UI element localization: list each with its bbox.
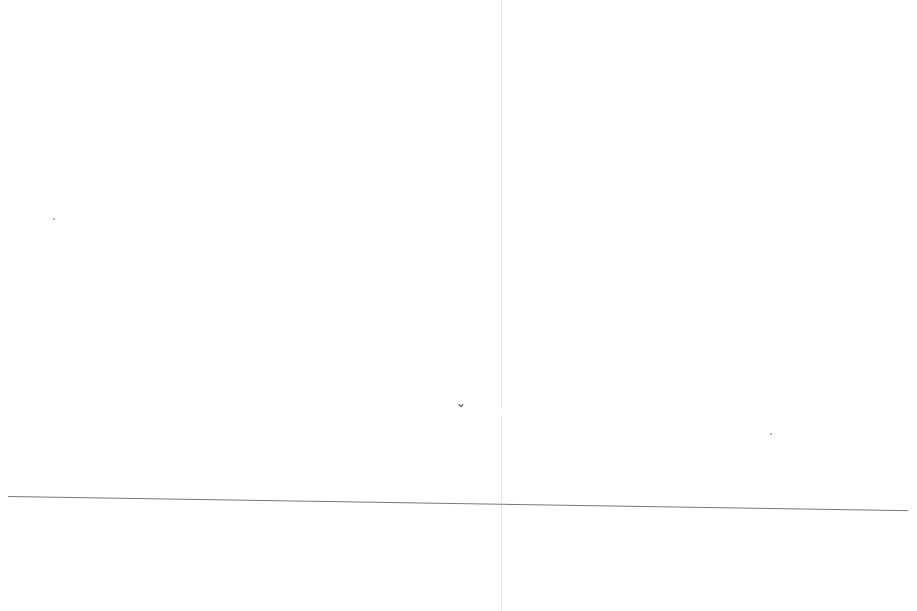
page-tear-line xyxy=(8,496,908,511)
paper-cut-overlay xyxy=(0,409,917,416)
chevron-down-icon: ⌄ xyxy=(456,396,467,410)
page-fold-line xyxy=(501,0,502,611)
scan-speck xyxy=(770,433,772,435)
scan-speck xyxy=(53,218,55,220)
